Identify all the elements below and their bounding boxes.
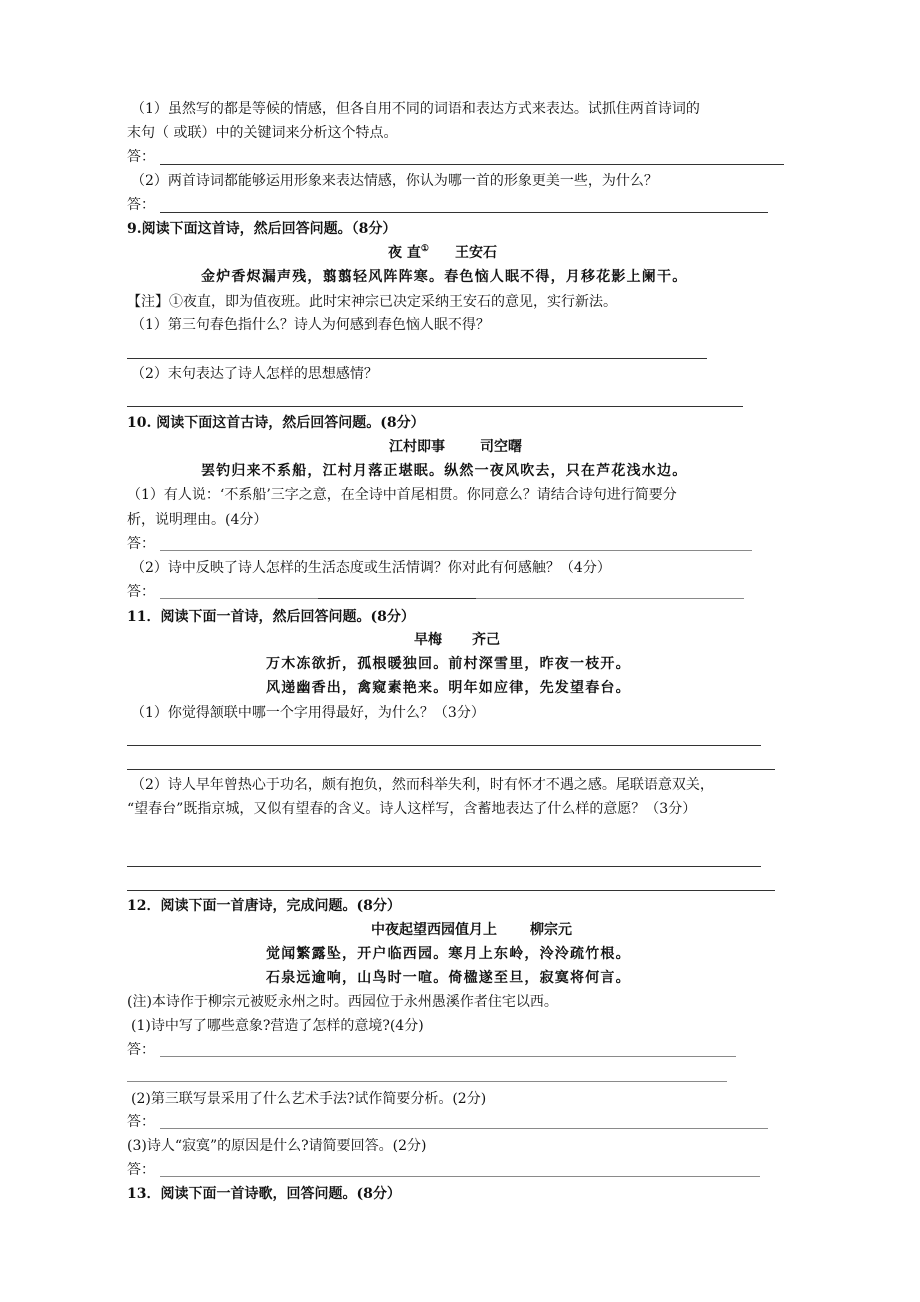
q10-answer2-line-dark: [318, 598, 476, 599]
q11-answer1-line-a[interactable]: [127, 745, 761, 746]
q9-poem-text: 金炉香烬漏声残，翦翦轻风阵阵寒。春色恼人眠不得，月移花影上阑干。: [201, 269, 688, 285]
q9-heading: 9.阅读下面这首诗，然后回答问题。（8分）: [127, 221, 397, 237]
q10-part1-line1: （1）有人说：‘不系船’三字之意，在全诗中首尾相贯。你同意么？请结合诗句进行简要分: [127, 487, 677, 503]
q12-note: (注)本诗作于柳宗元被贬永州之时。西园位于永州愚溪作者住宅以西。: [127, 994, 558, 1010]
q8-part1-line1: （1）虽然写的都是等候的情感，但各自用不同的词语和表达方式来表达。试抓住两首诗词的: [131, 101, 700, 117]
q9-poem-title: [388, 243, 429, 263]
q11-part2-line2: “望春台”既指京城，又似有望春的含义。诗人这样写，含蓄地表达了什么样的意愿？（3分）: [127, 801, 697, 817]
q9-title-footnote-mark: ①: [420, 244, 429, 254]
q9-answer1-line[interactable]: [127, 358, 707, 359]
q9-poem-author: 王安石: [455, 245, 497, 261]
q12-answer3-label: 答：: [127, 1162, 155, 1178]
q8-answer2-label: 答：: [127, 197, 155, 213]
q12-answer3-line[interactable]: [160, 1176, 760, 1177]
q12-answer2-label: 答：: [127, 1114, 155, 1130]
q10-answer1-label: 答：: [127, 536, 155, 552]
q10-heading: 10. 阅读下面这首古诗，然后回答问题。(8分）: [127, 415, 425, 431]
q12-answer1-line-a[interactable]: [160, 1056, 736, 1057]
q10-answer1-line[interactable]: [160, 550, 752, 551]
q10-part2: （2）诗中反映了诗人怎样的生活态度或生活情调？你对此有何感触？（4分）: [131, 560, 611, 576]
q12-answer2-line[interactable]: [160, 1128, 768, 1129]
q11-part1: （1）你觉得颔联中哪一个字用得最好，为什么？（3分）: [131, 705, 485, 721]
q8-part1-line2: 末句（ 或联）中的关键词来分析这个特点。: [127, 125, 398, 141]
q11-poem-line1: 万木冻欲折，孤根暖独回。前村深雪里，昨夜一枝开。: [266, 656, 631, 672]
q12-heading: 12．阅读下面一首唐诗，完成问题。(8分）: [127, 898, 401, 914]
q11-poem-author: 齐己: [472, 632, 500, 648]
q12-poem-title: 中夜起望西园值月上: [371, 922, 497, 938]
q8-answer2-line[interactable]: [160, 212, 768, 213]
q12-answer1-line-b[interactable]: [127, 1081, 727, 1082]
q10-part1-line2: 析，说明理由。(4分）: [127, 512, 268, 528]
q11-answer1-line-b[interactable]: [127, 769, 775, 770]
q11-part2-line1: （2）诗人早年曾热心于功名，颇有抱负，然而科举失利，时有怀才不遇之感。尾联语意双关，: [131, 777, 714, 793]
q13-heading: 13．阅读下面一首诗歌，回答问题。(8分）: [127, 1186, 401, 1202]
q12-part2: (2)第三联写景采用了什么艺术手法?试作简要分析。(2分): [131, 1091, 487, 1107]
q8-answer1-line[interactable]: [160, 164, 784, 165]
q10-poem-text: 罢钓归来不系船，江村月落正堪眠。纵然一夜风吹去，只在芦花浅水边。: [201, 463, 688, 479]
q11-heading: 11．阅读下面一首诗，然后回答问题。(8分）: [127, 609, 415, 625]
q12-poem-line2: 石泉远逾响，山鸟时一喧。倚楹遂至旦，寂寞将何言。: [266, 970, 631, 986]
q9-note: 【注】①夜直，即为值夜班。此时宋神宗已决定采纳王安石的意见，实行新法。: [127, 294, 617, 310]
q9-part2: （2）末句表达了诗人怎样的思想感情？: [131, 366, 378, 382]
q11-poem-line2: 风递幽香出，禽窥素艳来。明年如应律，先发望春台。: [266, 680, 631, 696]
q11-answer2-line-a[interactable]: [127, 866, 761, 867]
q9-part1: （1）第三句春色指什么？诗人为何感到春色恼人眠不得？: [131, 317, 490, 333]
q12-part3: (3)诗人“寂寞”的原因是什么?请简要回答。(2分): [127, 1138, 427, 1154]
q10-poem-author: 司空曙: [480, 439, 522, 455]
q9-title-text: 夜 直: [388, 245, 421, 261]
q10-answer2-label: 答：: [127, 584, 155, 600]
q8-part2: （2）两首诗词都能够运用形象来表达情感，你认为哪一首的形象更美一些，为什么？: [131, 173, 658, 189]
q9-answer2-line[interactable]: [127, 406, 743, 407]
q8-answer1-label: 答：: [127, 149, 155, 165]
q10-poem-title: 江村即事: [389, 439, 445, 455]
q11-answer2-line-b[interactable]: [127, 890, 775, 891]
q12-part1: (1)诗中写了哪些意象?营造了怎样的意境?(4分): [131, 1018, 424, 1034]
q12-answer1-label: 答：: [127, 1042, 155, 1058]
q12-poem-author: 柳宗元: [530, 922, 572, 938]
q11-poem-title: 早梅: [414, 632, 442, 648]
q12-poem-line1: 觉闻繁露坠，开户临西园。寒月上东岭，泠泠疏竹根。: [266, 946, 631, 962]
